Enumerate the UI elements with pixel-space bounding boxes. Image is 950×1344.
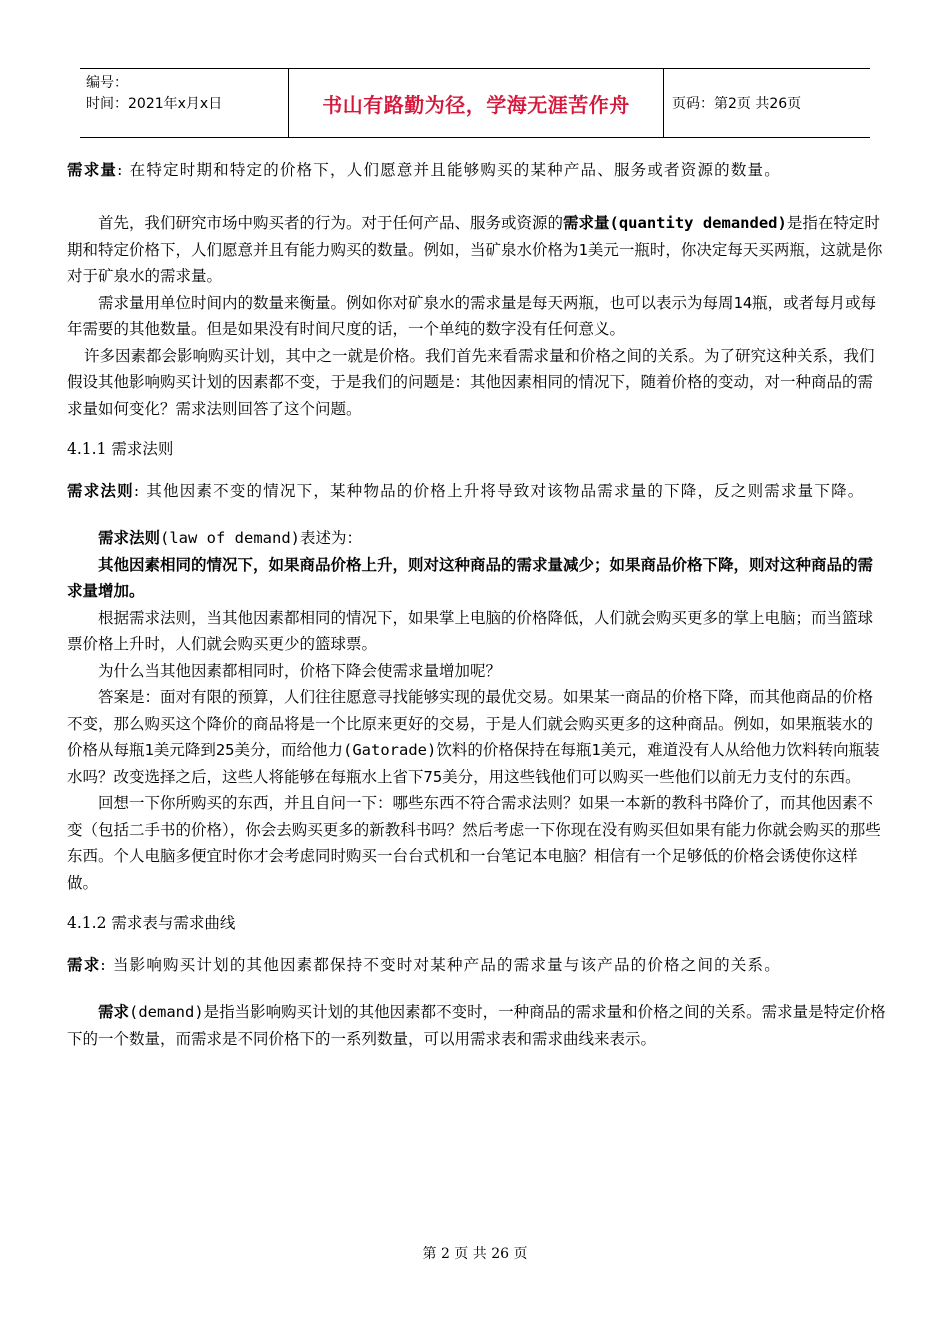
header-meta <box>80 69 288 137</box>
definition-term: 需求 <box>67 955 101 974</box>
definition-term: 需求量 <box>67 160 118 179</box>
paragraph: 首先，我们研究市场中购买者的行为。对于任何产品、服务或资源的需求量(quantity demanded)是指在特定时期和特定价格下，人们愿意并且有能力购买的数量。例如，当矿泉水价格为1美元一瓶时，你决定每天买两瓶，这就是你对于矿泉水的需求量。 <box>67 214 883 285</box>
document-number: 编号： <box>86 75 128 91</box>
paragraph: 为什么当其他因素都相同时，价格下降会使需求量增加呢？ <box>98 661 502 680</box>
law-statement: 其他因素相同的情况下，如果商品价格上升，则对这种商品的需求量减少；如果商品价格下降，则对这种商品的需求量增加。 <box>67 555 874 600</box>
paragraph: 需求法则(law of demand)表述为： <box>98 529 362 547</box>
definition-quantity-demanded: 需求量: 在特定时期和特定的价格下，人们愿意并且能够购买的某种产品、服务或者资源的数量。 <box>67 160 781 179</box>
key-term: 需求 <box>98 1003 130 1021</box>
footer-page-number: 第 2 页 共 26 页 <box>422 1246 528 1262</box>
page-footer <box>0 1243 950 1263</box>
paragraph: 需求(demand)是指当影响购买计划的其他因素都不变时，一种商品的需求量和价格之间的关系。需求量是特定价格下的一个数量，而需求是不同价格下的一系列数量，可以用需求表和需求曲线来表示。 <box>67 1003 886 1048</box>
paragraph: 许多因素都会影响购买计划，其中之一就是价格。我们首先来看需求量和价格之间的关系。为了研究这种关系，我们假设其他影响购买计划的因素都不变，于是我们的问题是：其他因素相同的情况下，随着价格的变动，对一种商品的需求量如何变化？需求法则回答了这个问题。 <box>67 346 875 418</box>
section-heading: 4.1.2 需求表与需求曲线 <box>67 914 236 932</box>
paragraph: 回想一下你所购买的东西，并且自问一下：哪些东西不符合需求法则？如果一本新的教科书降价了，而其他因素不变（包括二手书的价格），你会去购买更多的新教科书吗？然后考虑一下你现在没有购买但如果有能力你就会购买的那些东西。个人电脑多便宜时你才会考虑同时购买一台台式机和一台笔记本电脑？相信有一个足够低的价格会诱使你这样做。 <box>67 794 881 892</box>
key-term: 需求量(quantity demanded) <box>563 214 787 232</box>
definition-law-of-demand: 需求法则: 其他因素不变的情况下，某种物品的价格上升将导致对该物品需求量的下降，反之则需求量下降。 <box>67 481 865 500</box>
paragraph: 根据需求法则，当其他因素都相同的情况下，如果掌上电脑的价格降低，人们就会购买更多的掌上电脑；而当篮球票价格上升时，人们就会购买更少的篮球票。 <box>67 608 874 653</box>
definition-term: 需求法则 <box>67 481 134 500</box>
section-heading: 4.1.1 需求法则 <box>67 440 174 458</box>
header-motto: 书山有路勤为径，学海无涯苦作舟 <box>288 69 664 137</box>
key-term: 需求法则 <box>98 529 161 547</box>
document-body <box>67 156 887 1052</box>
header-page-code: 页码：第2页 共26页 <box>672 96 802 112</box>
paragraph: 需求量用单位时间内的数量来衡量。例如你对矿泉水的需求量是每天两瓶，也可以表示为每周14瓶，或者每月或每年需要的其他数量。但是如果没有时间尺度的话，一个单纯的数字没有任何意义。 <box>67 293 877 338</box>
page-header <box>80 68 870 138</box>
definition-demand: 需求: 当影响购买计划的其他因素都保持不变时对某种产品的需求量与该产品的价格之间的关系。 <box>67 955 781 974</box>
paragraph: 答案是：面对有限的预算，人们往往愿意寻找能够实现的最优交易。如果某一商品的价格下降，而其他商品的价格不变，那么购买这个降价的商品将是一个比原来更好的交易，于是人们就会购买更多的这种商品。例如，如果瓶装水的价格从每瓶1美元降到25美分，而给他力(Gatorade)饮料的价格保持在每瓶1美元，难道没有人从给他力饮料转向瓶装水吗？改变选择之后，这些人将能够在每瓶水上省下75美分，用这些钱他们可以购买一些他们以前无力支付的东西。 <box>67 688 880 786</box>
document-time: 时间：2021年x月x日 <box>86 96 223 112</box>
